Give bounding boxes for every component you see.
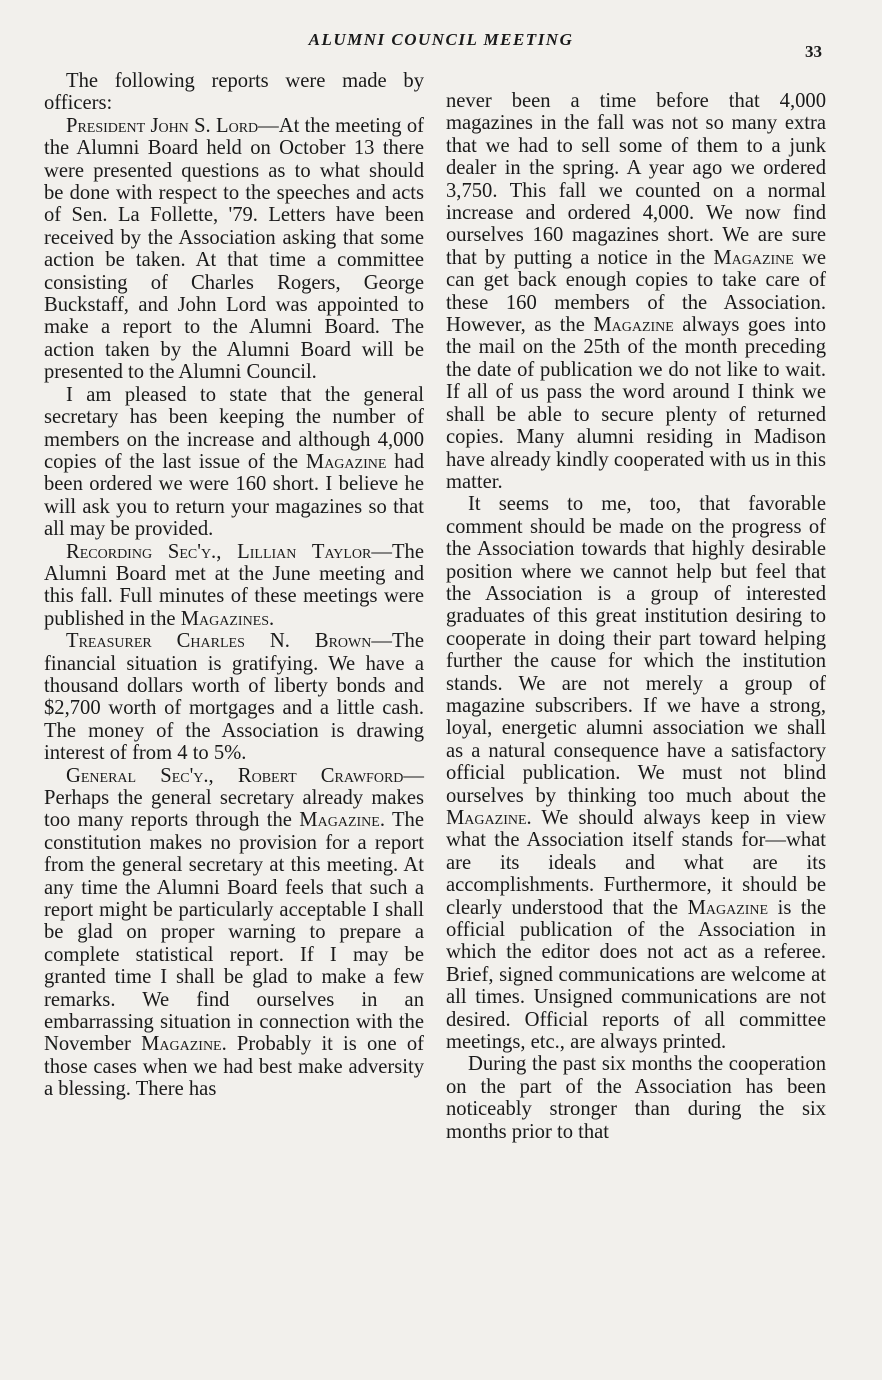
right-column [446,90,826,1143]
page-number: 33 [805,42,822,61]
left-column [44,70,424,1101]
paragraph-recording-secretary: Recording Sec'y., Lillian Taylor—The Alumni Board met at the June meeting and this fall. Full minutes of these meetings were published in the Magazines. [44,540,424,630]
paragraph-continuation: never been a time before that 4,000 magazines in the fall was not so many extra that we had to sell some of them to a junk dealer in the spring. A year ago we ordered 3,750. This fall we counted on a normal increase and ordered 4,000. We now find ourselves 160 magazines short. We are sure that by putting a notice in the Magazine we can get back enough copies to take care of these 160 members of the Association. However, as the Magazine always goes into the mail on the 25th of the month preceding the date of publication we do not like to wait. If all of us pass the word around I think we shall be able to secure plenty of returned copies. Many alumni residing in Madison have already kindly cooperated with us in this matter. [446,90,827,493]
speaker-heading: Treasurer Charles N. Brown [66,630,372,653]
paragraph-cooperation: During the past six months the cooperation on the part of the Association has been noticeably stronger than during the six months prior to that [446,1053,826,1143]
paragraph-intro: The following reports were made by officers: [44,70,424,115]
paragraph-president-report: President John S. Lord—At the meeting of the Alumni Board held on October 13 there were presented questions as to what should be done with respect to the speeches and acts of Sen. La Follette, '79. Letters have been received by the Association asking that some action be taken. At that time a committee consisting of Charles Rogers, George Buckstaff, and John Lord was appointed to make a report to the Alumni Board. The action taken by the Alumni Board will be presented to the Alumni Council. [44,114,424,384]
running-title: ALUMNI COUNCIL MEETING [308,30,574,49]
paragraph-president-cont: I am pleased to state that the general secretary has been keeping the number of members on the increase and although 4,000 copies of the last issue of the Magazine had been ordered we were 160 short. I believe he will ask you to return your magazines so that all may be provided. [44,383,424,541]
speaker-heading: General Sec'y., Robert Crawford [66,764,404,787]
speaker-heading: President John S. Lord [66,114,259,137]
paragraph-treasurer: Treasurer Charles N. Brown—The financial situation is gratifying. We have a thousand dollars worth of liberty bonds and $2,700 worth of mortgages and a little cash. The money of the Association is drawing interest of from 4 to 5%. [44,630,424,765]
paragraph-general-secretary: General Sec'y., Robert Crawford—Perhaps the general secretary already makes too many reports through the Magazine. The constitution makes no provision for a report from the general secretary at this meeting. At any time the Alumni Board feels that such a report might be particularly acceptable I shall be glad on proper warning to prepare a complete statistical report. If I may be granted time I shall be glad to make a few remarks. We find ourselves in an embarrassing situation in connection with the November Magazine. Probably it is one of those cases when we had best make adversity a blessing. There has [44,764,424,1101]
speaker-heading: Recording Sec'y., Lillian Taylor [66,540,372,563]
paragraph-progress: It seems to me, too, that favorable comment should be made on the progress of the Association towards that highly desirable position where we cannot help but feel that the Association is a group of interested graduates of this great institution desiring to cooperate in doing their part toward helping further the cause for which the institution stands. We are not merely a group of magazine subscribers. If we have a strong, loyal, energetic alumni association we shall as a natural consequence have a satisfactory official publication. We must not blind ourselves by thinking too much about the Magazine. We should always keep in view what the Association itself stands for—what are its ideals and what are its accomplishments. Furthermore, it should be clearly understood that the Magazine is the official publication of the Association in which the editor does not act as a referee. Brief, signed communications are welcome at all times. Unsigned communications are not desired. Official reports of all committee meetings, etc., are always printed. [446,493,826,1054]
